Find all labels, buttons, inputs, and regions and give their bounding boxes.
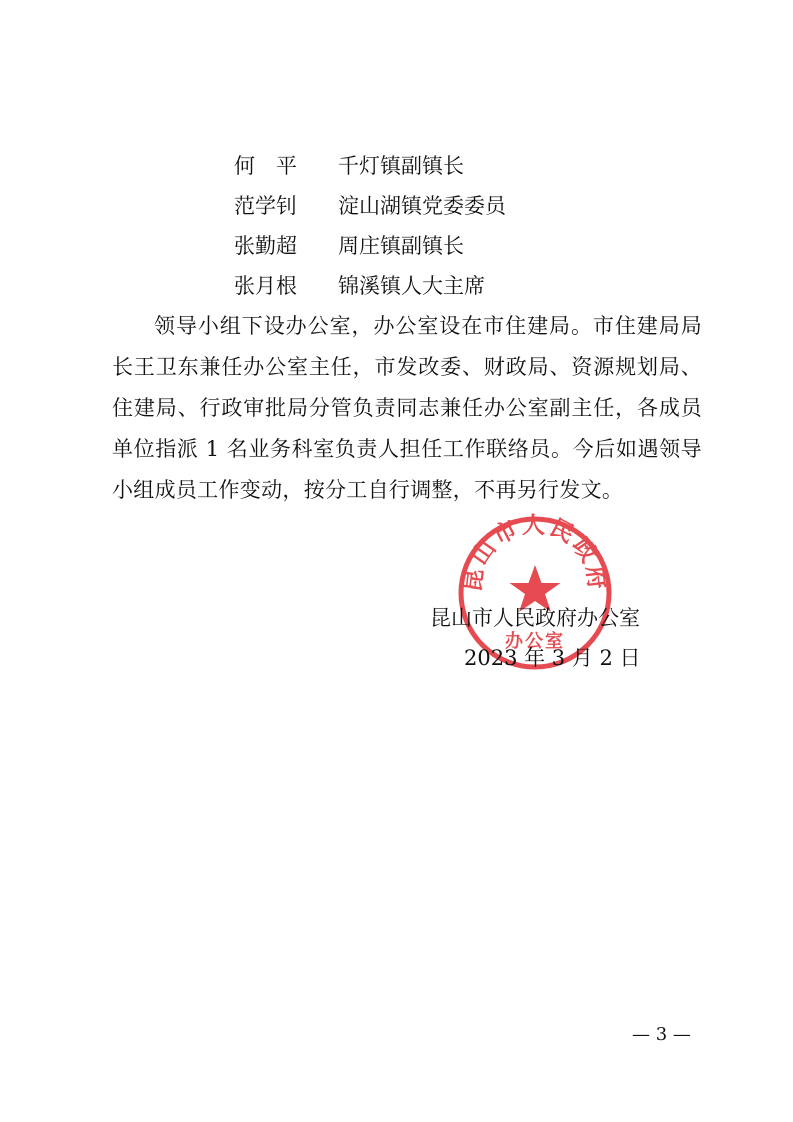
member-name: 范学钊	[234, 194, 297, 218]
member-name: 张月根	[234, 274, 297, 298]
signature-date: 2023 年 3 月 2 日	[464, 646, 641, 670]
office-paragraph: 领导小组下设办公室，办公室设在市住建局。市住建局局长王卫东兼任办公室主任，市发改委、财政局、资源规划局、住建局、行政审批局分管负责同志兼任办公室副主任，各成员单位指派 1 名业务科室负责人担任工作联络员。今后如遇领导小组成员工作变动，按分工自行调整，不再另行发文。	[112, 314, 702, 502]
member-row	[234, 226, 654, 266]
member-list	[234, 146, 654, 306]
seal-arc-text: 昆山市人民政府	[459, 513, 611, 594]
member-row	[234, 186, 654, 226]
member-title: 周庄镇副镇长	[338, 234, 464, 258]
member-title: 千灯镇副镇长	[338, 154, 464, 178]
member-row	[234, 146, 654, 186]
member-title: 淀山湖镇党委委员	[338, 194, 506, 218]
member-name: 何 平	[234, 154, 297, 178]
member-row	[234, 266, 654, 306]
signature-organization: 昆山市人民政府办公室	[430, 606, 640, 630]
member-name: 张勤超	[234, 234, 297, 258]
page-number: — 3 —	[632, 1024, 691, 1045]
member-title: 锦溪镇人大主席	[338, 274, 485, 298]
seal-bottom-text: 办公室	[505, 631, 565, 652]
